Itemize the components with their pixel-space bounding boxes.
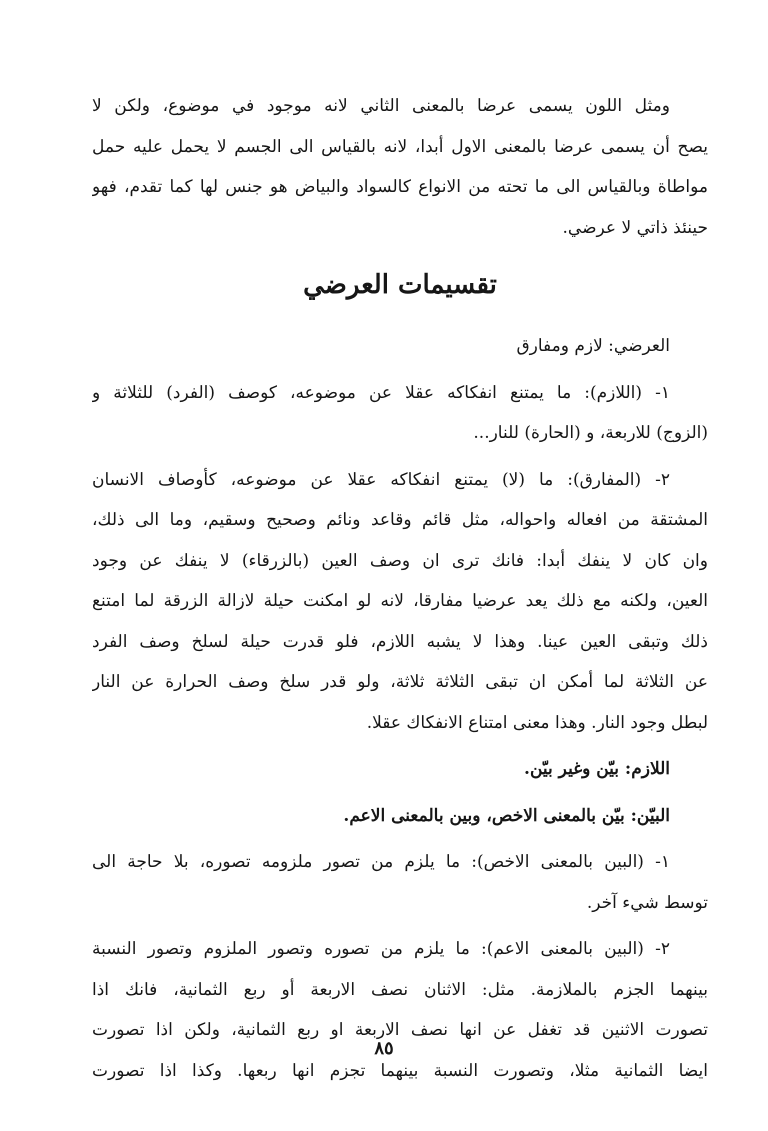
text-line: تصورت الاثنين قد تغفل عن انها نصف الاربعة او ربع الثمانية، ولكن اذا تصورت bbox=[92, 1020, 708, 1040]
akhass-paragraph bbox=[92, 842, 708, 923]
lazim-paragraph bbox=[92, 373, 708, 454]
lazim-division-paragraph bbox=[92, 749, 708, 790]
text-line: ٢- (البين بالمعنى الاعم): ما يلزم من تصوره وتصور الملزوم وتصور النسبة bbox=[92, 939, 670, 959]
section-title: تقسيمات العرضي bbox=[303, 270, 497, 300]
aamm-paragraph bbox=[92, 929, 708, 1091]
page-number: ٨٥ bbox=[374, 1038, 394, 1059]
text-line: العرضي: لازم ومفارق bbox=[516, 336, 670, 356]
text-line: البيّن: بيّن بالمعنى الاخص، وبين بالمعنى الاعم. bbox=[343, 805, 670, 826]
division-paragraph bbox=[92, 326, 708, 367]
text-line: يصح أن يسمى عرضا بالمعنى الاول أبدا، لانه بالقياس الى الجسم لا يحمل عليه حمل bbox=[92, 136, 708, 157]
text-line: وان كان لا ينفك أبدا: فانك ترى ان وصف العين (بالزرقاء) لا ينفك عن وجود bbox=[92, 550, 708, 571]
text-line: ٢- (المفارق): ما (لا) يمتنع انفكاكه عقلا عن موضوعه، كأوصاف الانسان bbox=[92, 469, 670, 490]
text-line: توسط شيء آخر. bbox=[586, 892, 708, 913]
text-line: (الزوج) للاربعة، و (الحارة) للنار... bbox=[473, 423, 708, 443]
text-line: لبطل وجود النار. وهذا معنى امتناع الانفكاك عقلا. bbox=[366, 712, 708, 733]
text-line: ايضا الثمانية مثلا، وتصورت النسبة بينهما تجزم انها ربعها. وكذا اذا تصورت bbox=[92, 1060, 708, 1081]
text-line: بينهما الجزم بالملازمة. مثل: الاثنان نصف الاربعة أو ربع الثمانية، فانك اذا bbox=[92, 979, 708, 1000]
intro-paragraph bbox=[92, 86, 708, 248]
text-line: ١- (البين بالمعنى الاخص): ما يلزم من تصور ملزومه تصوره، بلا حاجة الى bbox=[92, 852, 670, 872]
mufariq-paragraph bbox=[92, 460, 708, 744]
text-line: ذلك وتبقى العين عينا. وهذا لا يشبه اللازم، فلو قدرت حيلة لسلخ وصف الفرد bbox=[92, 631, 708, 652]
text-line: المشتقة من افعاله واحواله، مثل قائم وقاعد ونائم وصحيح وسقيم، وما الى ذلك، bbox=[92, 510, 708, 530]
text-line: اللازم: بيّن وغير بيّن. bbox=[524, 759, 670, 779]
page-body bbox=[92, 86, 708, 1091]
text-line: ومثل اللون يسمى عرضا بالمعنى الثاني لانه موجود في موضوع، ولكن لا bbox=[92, 96, 670, 116]
text-line: مواطاة وبالقياس الى ما تحته من الانواع كالسواد والبياض هو جنس لها كما تقدم، فهو bbox=[92, 177, 708, 197]
text-line: ١- (اللازم): ما يمتنع انفكاكه عقلا عن موضوعه، كوصف (الفرد) للثلاثة و bbox=[92, 382, 670, 403]
text-line: حينئذ ذاتي لا عرضي. bbox=[562, 217, 708, 238]
bayyin-division-paragraph bbox=[92, 796, 708, 837]
text-line: العين، ولكنه مع ذلك يعد عرضيا مفارقا، لانه لو امكنت حيلة لازالة الزرقة لما امتنع bbox=[92, 591, 708, 611]
text-line: عن الثلاثة لما أمكن ان تبقى الثلاثة ثلاثة، ولو قدر سلخ وصف الحرارة عن النار bbox=[92, 672, 708, 692]
